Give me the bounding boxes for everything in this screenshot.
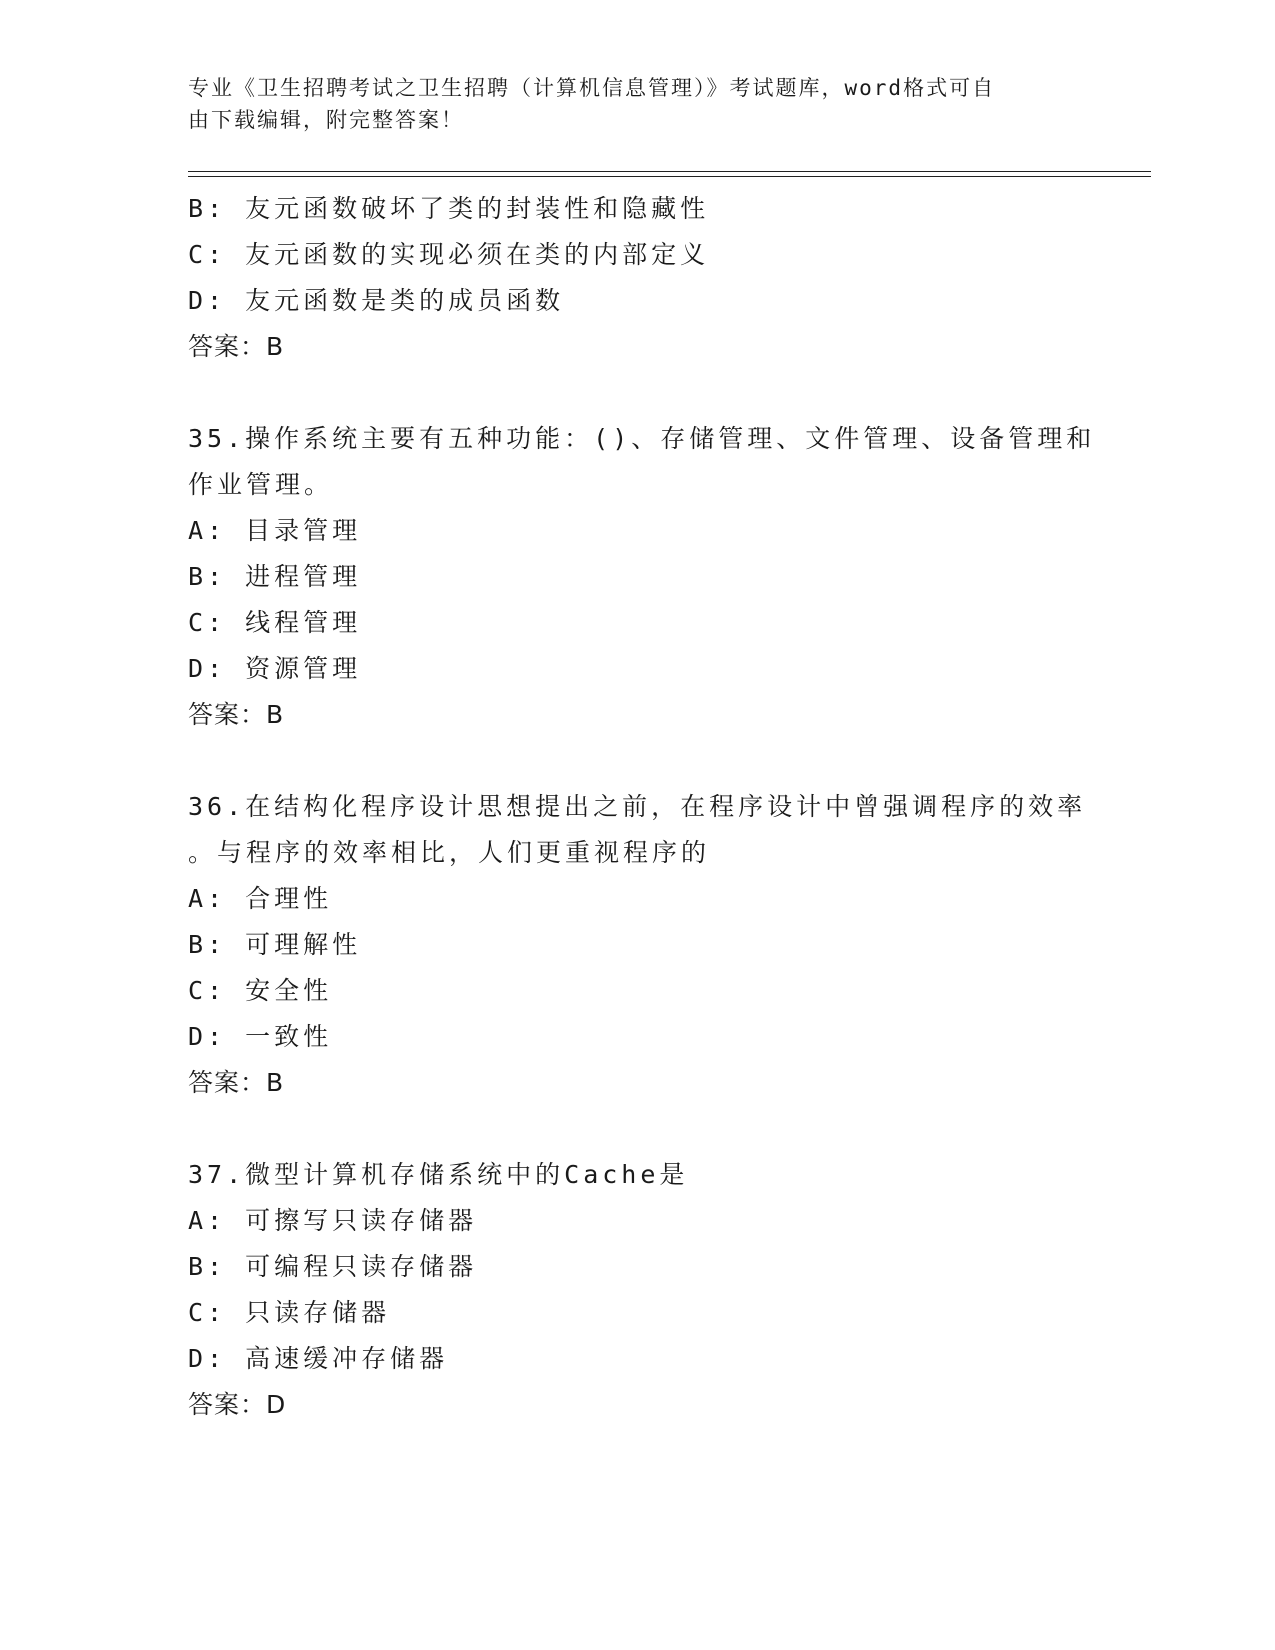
answer-line: 答案：D [188,1390,287,1419]
answer-line: 答案：B [188,1068,285,1097]
header-line-1: 专业《卫生招聘考试之卫生招聘（计算机信息管理）》考试题库，word格式可自 [188,76,996,100]
option-d: D: 资源管理 [188,654,362,683]
spacer [188,1106,1088,1152]
question-37 [188,1152,1088,1428]
option-a: A: 目录管理 [188,516,362,545]
question-stem: 36.在结构化程序设计思想提出之前，在程序设计中曾强调程序的效率 [188,792,1087,821]
document-header [188,72,1068,136]
question-stem: 。与程序的效率相比，人们更重视程序的 [188,838,711,867]
option-c: C: 安全性 [188,976,333,1005]
question-36 [188,784,1088,1106]
question-stem: 35.操作系统主要有五种功能：()、存储管理、文件管理、设备管理和 [188,424,1096,453]
option-b: B: 可编程只读存储器 [188,1252,478,1281]
option-c: C: 只读存储器 [188,1298,391,1327]
header-rule-top [188,171,1151,172]
option-a: A: 可擦写只读存储器 [188,1206,478,1235]
option-c: C: 友元函数的实现必须在类的内部定义 [188,240,710,269]
spacer [188,738,1088,784]
option-d: D: 友元函数是类的成员函数 [188,286,565,315]
question-stem: 作业管理。 [188,470,334,499]
spacer [188,370,1088,416]
answer-line: 答案：B [188,332,285,361]
header-line-2: 由下载编辑，附完整答案！ [188,108,464,132]
answer-line: 答案：B [188,700,285,729]
option-b: B: 可理解性 [188,930,362,959]
question-list [188,186,1096,1428]
question-35 [188,416,1096,738]
question-34-continued [188,186,1088,370]
option-b: B: 进程管理 [188,562,362,591]
header-rule-bottom [188,176,1151,177]
option-d: D: 高速缓冲存储器 [188,1344,449,1373]
option-c: C: 线程管理 [188,608,362,637]
option-a: A: 合理性 [188,884,333,913]
question-stem: 37.微型计算机存储系统中的Cache是 [188,1160,689,1189]
option-d: D: 一致性 [188,1022,333,1051]
option-b: B: 友元函数破坏了类的封装性和隐藏性 [188,194,710,223]
